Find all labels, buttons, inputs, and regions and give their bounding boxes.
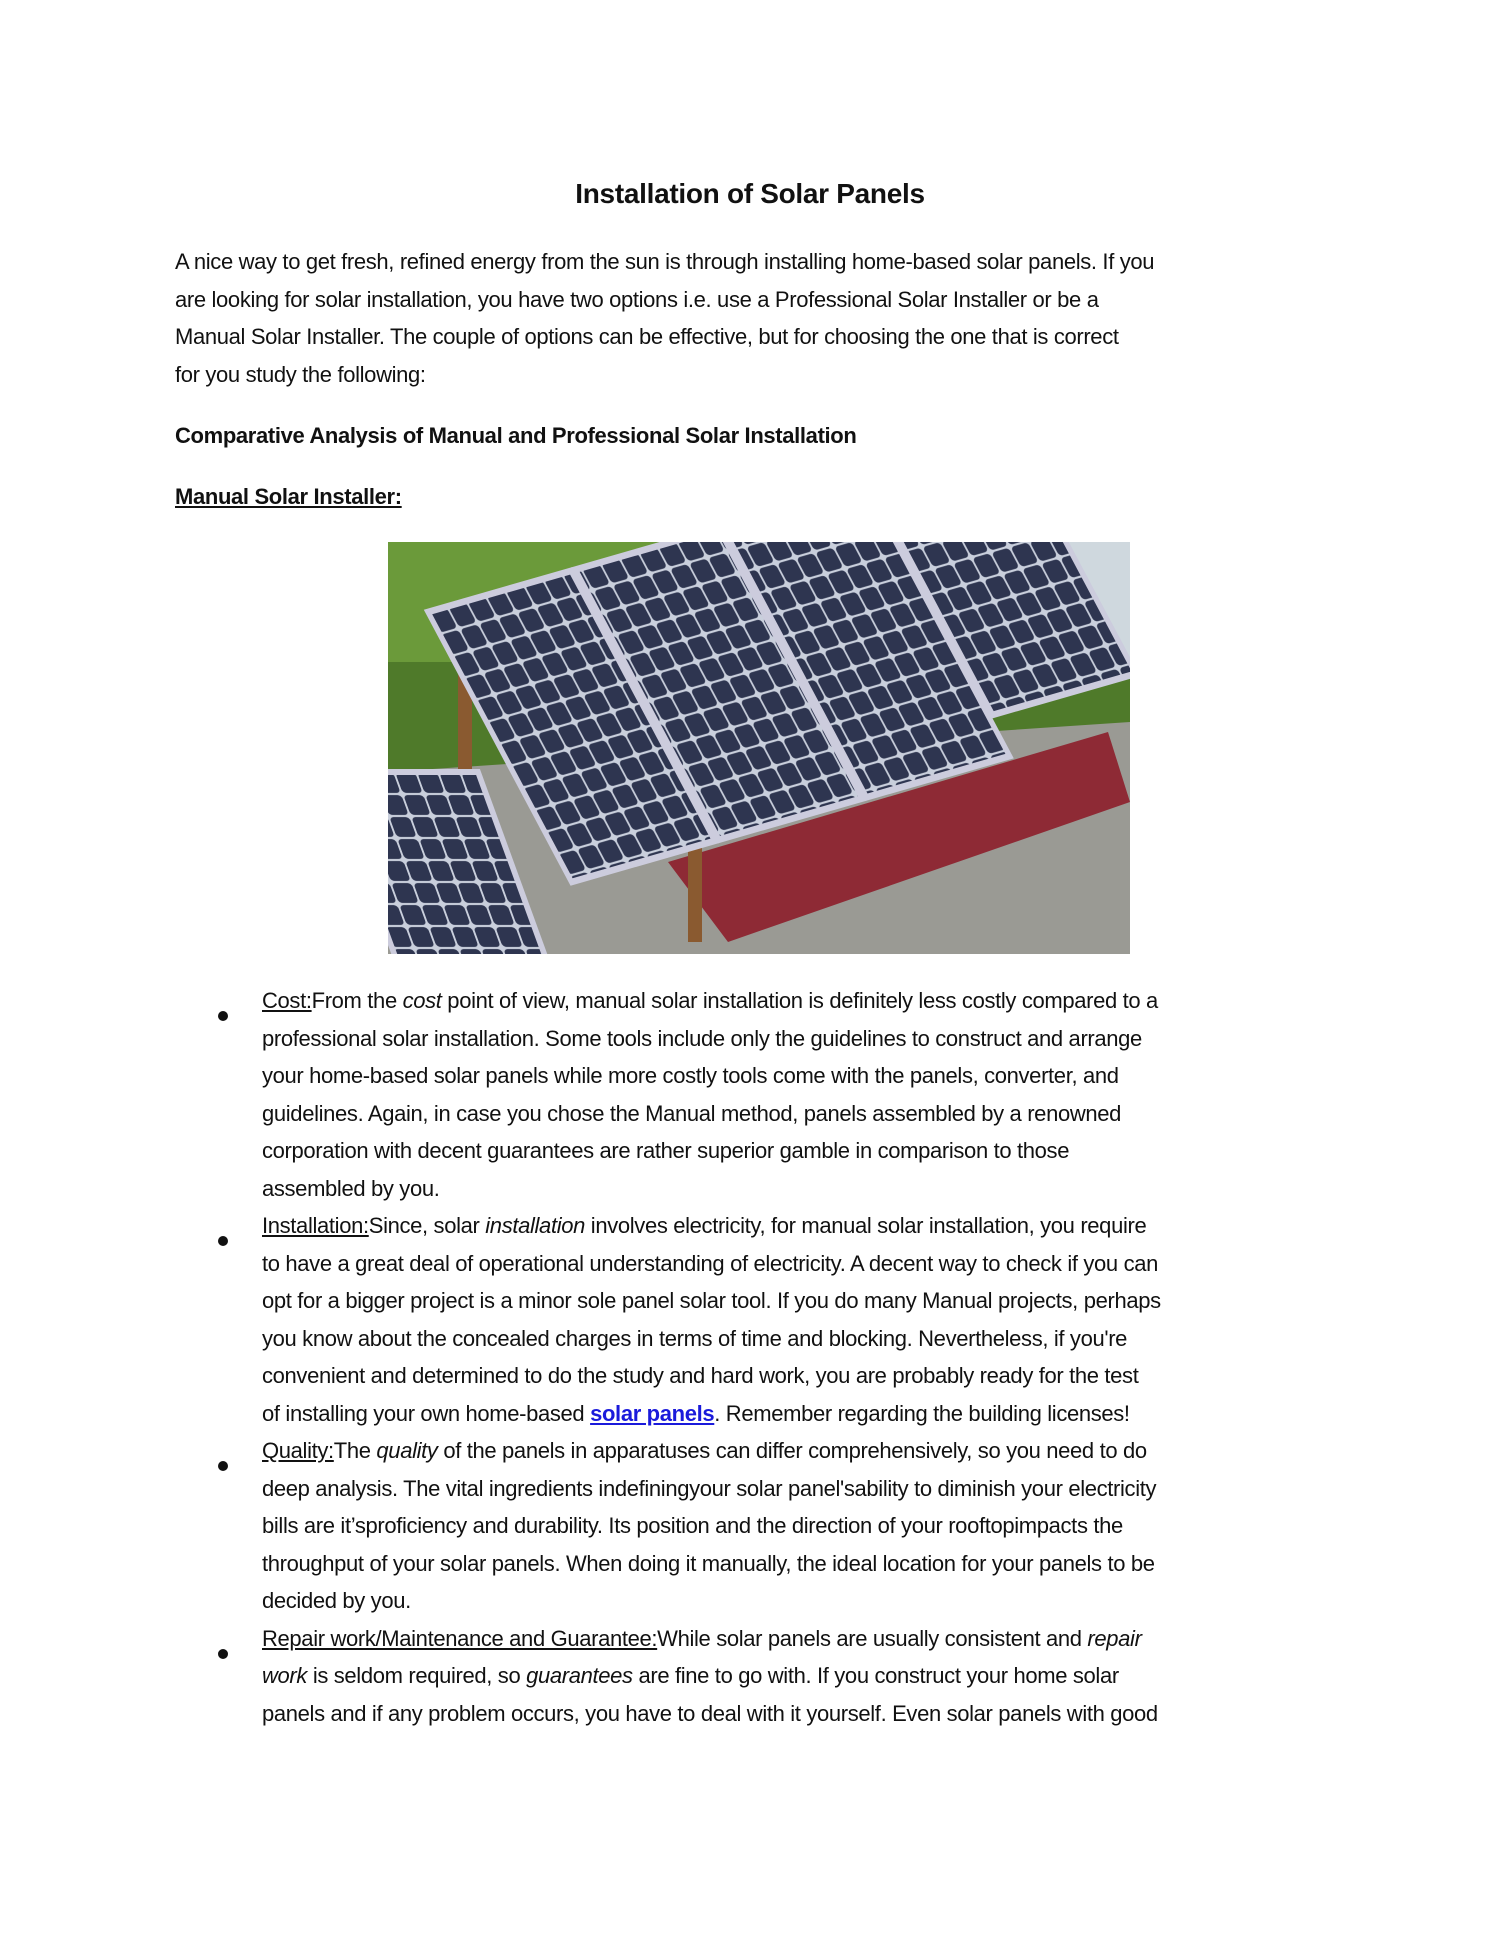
bullet-text: Since, solar (368, 1213, 486, 1238)
bullet-label: Installation: (262, 1213, 369, 1238)
bullet-text: assembled by you. (262, 1175, 440, 1201)
bullet-icon (218, 1236, 228, 1246)
bullet-line (262, 988, 1158, 1014)
bullet-text: of installing your own home-based (262, 1400, 591, 1426)
intro-line: are looking for solar installation, you have two options i.e. use a Professional Solar Installer or be a (175, 286, 1099, 312)
bullet-text: professional solar installation. Some tools include only the guidelines to construct and arrange (262, 1025, 1142, 1051)
bullet-text: repair (1087, 1625, 1142, 1651)
bullet-text: decided by you. (262, 1588, 411, 1613)
bullet-text: From the (311, 988, 403, 1013)
intro-line: A nice way to get fresh, refined energy from the sun is through installing home-based solar panels. If you (175, 249, 1155, 274)
bullet-line (262, 1401, 1130, 1427)
subheading-manual-installer: Manual Solar Installer: (175, 484, 402, 509)
bullet-line (262, 1701, 1158, 1727)
bullet-label: Repair work/Maintenance and Guarantee: (262, 1625, 658, 1651)
bullet-text: cost (402, 988, 442, 1013)
bullet-line (262, 1476, 1156, 1502)
bullet-text: point of view, manual solar installation is definitely less costly compared to a (441, 988, 1158, 1013)
bullet-line (262, 1626, 1142, 1652)
bullet-text: of the panels in apparatuses can differ comprehensively, so you need to do (437, 1438, 1147, 1463)
bullet-text: guarantees (526, 1663, 633, 1688)
bullet-text: quality (376, 1438, 438, 1463)
bullet-text: installation (485, 1213, 586, 1238)
bullet-icon (218, 1011, 228, 1021)
intro-line: Manual Solar Installer. The couple of options can be effective, but for choosing the one that is correct (175, 324, 1119, 349)
bullet-text: panels and if any problem occurs, you have to deal with it yourself. Even solar panels with good (262, 1700, 1158, 1726)
bullet-text: While solar panels are usually consistent and (657, 1625, 1088, 1651)
bullet-text: The (333, 1438, 377, 1463)
bullet-line (262, 1663, 1119, 1689)
bullet-text: opt for a bigger project is a minor sole panel solar tool. If you do many Manual projects, perhaps (262, 1288, 1161, 1313)
section-heading: Comparative Analysis of Manual and Professional Solar Installation (175, 423, 857, 448)
bullet-line (262, 1063, 1119, 1089)
bullet-line (262, 1588, 411, 1614)
bullet-line (262, 1176, 439, 1202)
bullet-label: Quality: (262, 1438, 334, 1463)
bullet-line (262, 1213, 1146, 1239)
bullet-line (262, 1101, 1121, 1127)
bullet-text: to have a great deal of operational understanding of electricity. A decent way to check if you can (262, 1250, 1158, 1276)
solar-panels-link[interactable]: solar panels (590, 1400, 715, 1426)
bullet-text: convenient and determined to do the study and hard work, you are probably ready for the test (262, 1363, 1139, 1388)
bullet-icon (218, 1649, 228, 1659)
bullet-text: guidelines. Again, in case you chose the Manual method, panels assembled by a renowned (262, 1100, 1122, 1126)
bullet-text: are fine to go with. If you construct your home solar (632, 1663, 1119, 1688)
bullet-line (262, 1288, 1161, 1314)
bullet-line (262, 1363, 1138, 1389)
bullet-line (262, 1326, 1127, 1352)
bullet-text: your home-based solar panels while more costly tools come with the panels, converter, and (262, 1063, 1119, 1088)
intro-line: for you study the following: (175, 361, 426, 387)
bullet-line (262, 1138, 1069, 1164)
solar-panels-photo (388, 542, 1130, 954)
bullet-text: work (262, 1663, 308, 1688)
bullet-text: you know about the concealed charges in terms of time and blocking. Nevertheless, if you're (262, 1325, 1128, 1351)
bullet-text: . Remember regarding the building licenses! (714, 1400, 1130, 1426)
bullet-line (262, 1438, 1147, 1464)
bullet-text: bills are it’sproficiency and durability. Its position and the direction of your rooftopimpacts the (262, 1513, 1123, 1538)
bullet-text: is seldom required, so (307, 1663, 527, 1688)
bullet-text: corporation with decent guarantees are rather superior gamble in comparison to those (262, 1138, 1070, 1163)
bullet-icon (218, 1461, 228, 1471)
bullet-label: Cost: (262, 988, 312, 1013)
bullet-line (262, 1551, 1155, 1577)
bullet-line (262, 1026, 1142, 1052)
page-title: Installation of Solar Panels (575, 178, 925, 209)
bullet-line (262, 1251, 1158, 1277)
bullet-text: involves electricity, for manual solar installation, you require (585, 1213, 1147, 1238)
bullet-line (262, 1513, 1123, 1539)
bullet-text: throughput of your solar panels. When doing it manually, the ideal location for your panels to be (262, 1550, 1155, 1576)
bullet-text: deep analysis. The vital ingredients indefiningyour solar panel'sability to diminish your electricity (262, 1475, 1157, 1501)
